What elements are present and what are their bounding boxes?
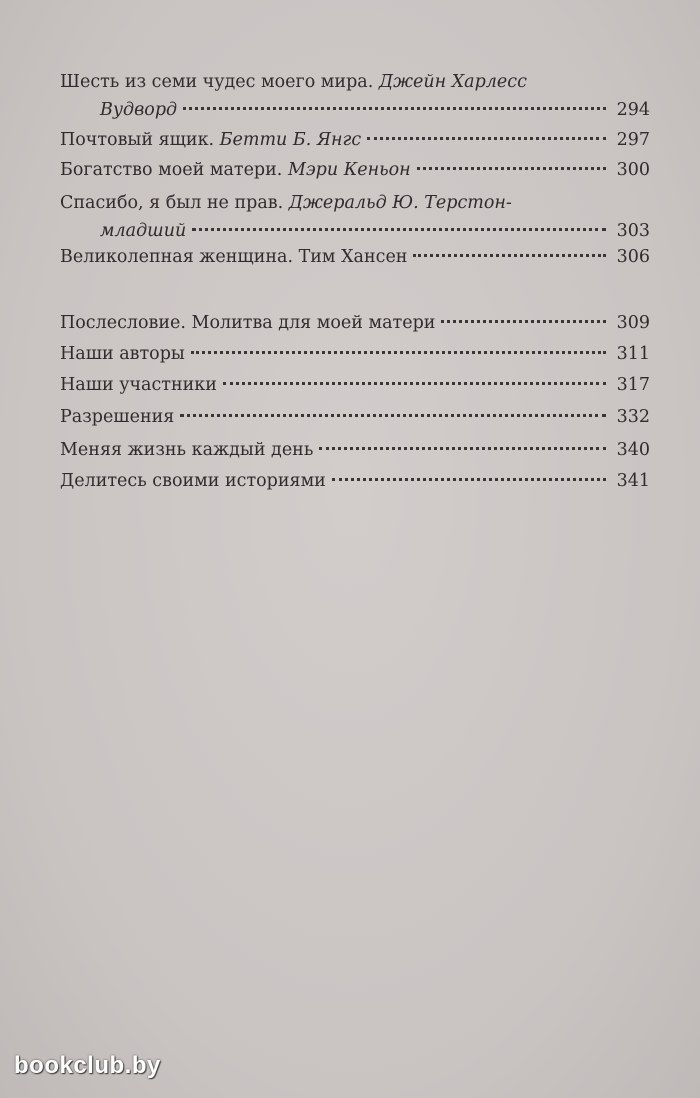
- entry-title: Наши участники: [60, 375, 217, 395]
- watermark-text: bookclub.by: [14, 1052, 161, 1079]
- entry-title: Наши авторы: [60, 344, 185, 364]
- toc-entry: [60, 189, 650, 245]
- entry-title: Богатство моей матери.: [60, 160, 283, 180]
- entry-title: Делитесь своими историями: [60, 471, 326, 491]
- dot-leader: [332, 477, 606, 481]
- entry-title: Шесть из семи чудес моего мира.: [60, 72, 374, 92]
- entry-title: Спасибо, я был не прав.: [60, 193, 284, 213]
- entry-author: Мэри Кеньон: [287, 160, 411, 180]
- entry-title: Разрешения: [60, 407, 175, 427]
- page-number: 300: [616, 160, 650, 180]
- dot-leader: [367, 136, 606, 140]
- entry-title: Почтовый ящик.: [60, 130, 215, 150]
- entry-title: Послесловие. Молитва для моей матери: [60, 313, 436, 333]
- dot-leader: [180, 413, 606, 417]
- toc-entry: [60, 243, 650, 271]
- dot-leader: [191, 350, 606, 354]
- toc-entry: [60, 309, 650, 337]
- entry-author: Джейн Харлесс: [378, 72, 527, 92]
- page-number: 340: [616, 440, 650, 460]
- toc-entry: [60, 126, 650, 154]
- page-number: 332: [616, 407, 650, 427]
- page-number: 294: [616, 100, 650, 120]
- dot-leader: [192, 227, 606, 231]
- dot-leader: [441, 319, 606, 323]
- dot-leader: [223, 381, 606, 385]
- entry-title: Меняя жизнь каждый день: [60, 440, 314, 460]
- dot-leader: [413, 253, 606, 257]
- entry-author: младший: [100, 221, 187, 241]
- toc-entry: [60, 403, 650, 431]
- page-number: 303: [616, 221, 650, 241]
- toc-entry: [60, 68, 650, 124]
- page-number: 341: [616, 471, 650, 491]
- entry-author: Джеральд Ю. Терстон-: [288, 193, 512, 213]
- toc-entry: [60, 467, 650, 495]
- dot-leader: [319, 446, 606, 450]
- toc-entry: [60, 436, 650, 464]
- page-number: 317: [616, 375, 650, 395]
- toc-entry: [60, 156, 650, 184]
- toc-entry: [60, 340, 650, 368]
- page-number: 297: [616, 130, 650, 150]
- dot-leader: [183, 106, 606, 110]
- page-number: 309: [616, 313, 650, 333]
- entry-author: Бетти Б. Янгс: [219, 130, 362, 150]
- toc-entry: [60, 371, 650, 399]
- page-number: 306: [616, 247, 650, 267]
- entry-title: Великолепная женщина. Тим Хансен: [60, 247, 408, 267]
- entry-author: Вудворд: [100, 100, 178, 120]
- dot-leader: [417, 166, 606, 170]
- page-number: 311: [616, 344, 650, 364]
